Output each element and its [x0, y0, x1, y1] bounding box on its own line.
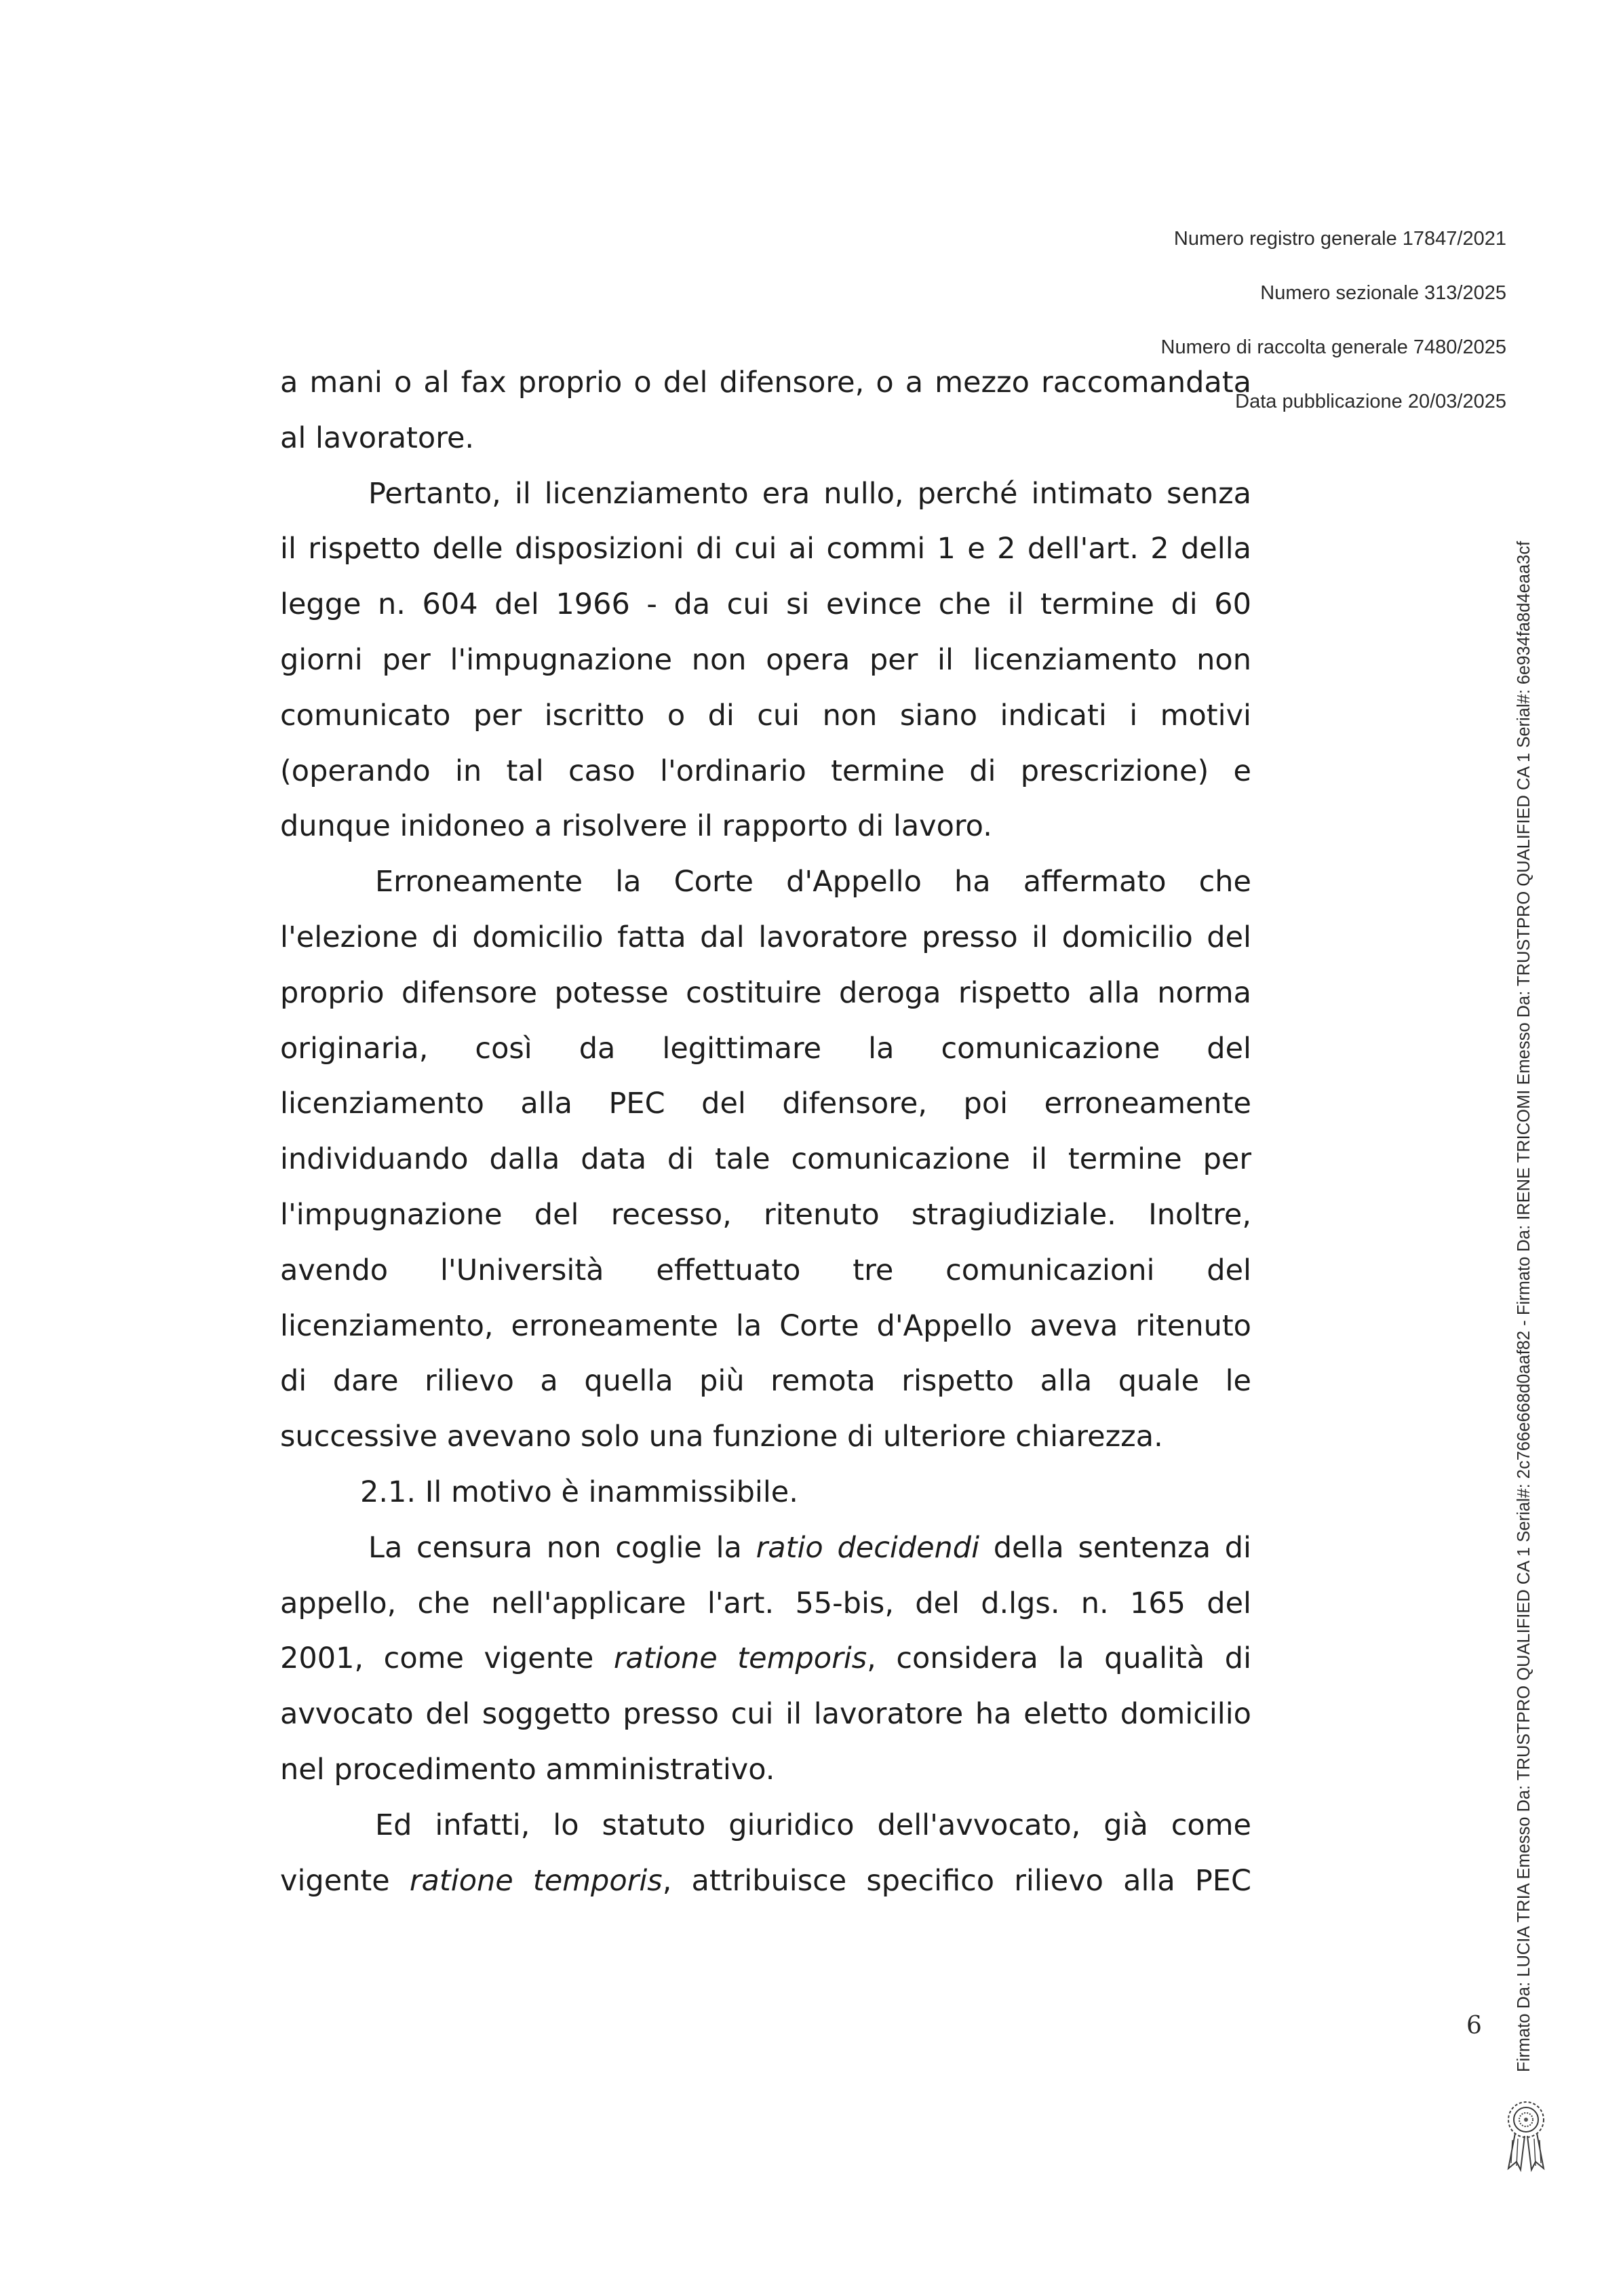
text-line: Pertanto, il licenziamento era nullo, perché intimato senza	[368, 476, 1251, 511]
text-line: successive avevano solo una funzione di ulteriore chiarezza.	[280, 1420, 1163, 1454]
text-line: avendo l'Università effettuato tre comunicazioni del	[280, 1253, 1251, 1287]
text-fragment: , attribuisce specifico rilievo alla PEC	[662, 1863, 1251, 1898]
text-line	[280, 1631, 1251, 1687]
text-line: Ed infatti, lo statuto giuridico dell'avvocato, già come	[375, 1808, 1251, 1842]
raccolta-generale: Numero di raccolta generale 7480/2025	[1160, 336, 1506, 358]
text-line: licenziamento alla PEC del difensore, poi erroneamente	[280, 1087, 1251, 1121]
text-line: il rispetto delle disposizioni di cui ai commi 1 e 2 dell'art. 2 della	[280, 532, 1251, 566]
section-heading: 2.1. Il motivo è inammissibile.	[360, 1475, 798, 1509]
signature-text: Firmato Da: LUCIA TRIA Emesso Da: TRUSTPRO QUALIFIED CA 1 Serial#: 2c766e668d0aaf82 - Firmato Da: IRENE TRICOMI Emesso Da: TRUSTPRO QUALIFIED CA 1 Serial#: 6e934fa8d4eaa3cf	[1514, 541, 1533, 2072]
text-line: avvocato del soggetto presso cui il lavoratore ha eletto domicilio	[280, 1697, 1251, 1732]
text-line: appello, che nell'applicare l'art. 55-bis, del d.lgs. n. 165 del	[280, 1586, 1251, 1620]
text-fragment: 2001, come vigente	[280, 1641, 614, 1676]
text-line: (operando in tal caso l'ordinario termine di prescrizione) e	[280, 754, 1251, 788]
registro-generale: Numero registro generale 17847/2021	[1173, 228, 1506, 250]
italic-fragment: ratione temporis	[409, 1863, 663, 1898]
text-fragment: della sentenza di	[979, 1530, 1251, 1565]
text-line: giorni per l'impugnazione non opera per il licenziamento non	[280, 642, 1251, 677]
text-line	[280, 1854, 1251, 1909]
text-line: comunicato per iscritto o di cui non siano indicati i motivi	[280, 698, 1251, 733]
text-fragment: vigente	[280, 1863, 410, 1898]
ribbon-seal-icon	[1492, 2093, 1560, 2174]
italic-fragment: ratione temporis	[613, 1641, 867, 1676]
text-line: proprio difensore potesse costituire deroga rispetto alla norma	[280, 975, 1251, 1010]
text-line: di dare rilievo a quella più remota rispetto alla quale le	[280, 1364, 1251, 1399]
text-line: licenziamento, erroneamente la Corte d'Appello aveva ritenuto	[280, 1308, 1251, 1343]
digital-signature-stamp	[1514, 541, 1555, 2079]
text-line	[280, 1521, 1251, 1576]
text-line: originaria, così da legittimare la comunicazione del	[280, 1031, 1251, 1066]
text-line: nel procedimento amministrativo.	[280, 1752, 775, 1787]
text-line: al lavoratore.	[280, 421, 475, 455]
text-line: Erroneamente la Corte d'Appello ha affermato che	[375, 865, 1251, 899]
text-line: l'elezione di domicilio fatta dal lavoratore presso il domicilio del	[280, 920, 1251, 954]
text-line: legge n. 604 del 1966 - da cui si evince che il termine di 60	[280, 587, 1251, 622]
data-pubblicazione: Data pubblicazione 20/03/2025	[1235, 391, 1506, 412]
numero-sezionale: Numero sezionale 313/2025	[1260, 282, 1506, 304]
text-line: individuando dalla data di tale comunicazione il termine per	[280, 1142, 1251, 1177]
text-line: a mani o al fax proprio o del difensore, o a mezzo raccomandata	[280, 366, 1251, 400]
text-line: dunque inidoneo a risolvere il rapporto di lavoro.	[280, 809, 992, 844]
text-line: l'impugnazione del recesso, ritenuto stragiudiziale. Inoltre,	[280, 1197, 1251, 1232]
text-fragment: La censura non coglie la	[368, 1530, 756, 1565]
text-fragment: , considera la qualità di	[867, 1641, 1252, 1676]
document-body	[280, 355, 1251, 1909]
italic-fragment: ratio decidendi	[756, 1530, 980, 1565]
page-number: 6	[1466, 2012, 1482, 2040]
